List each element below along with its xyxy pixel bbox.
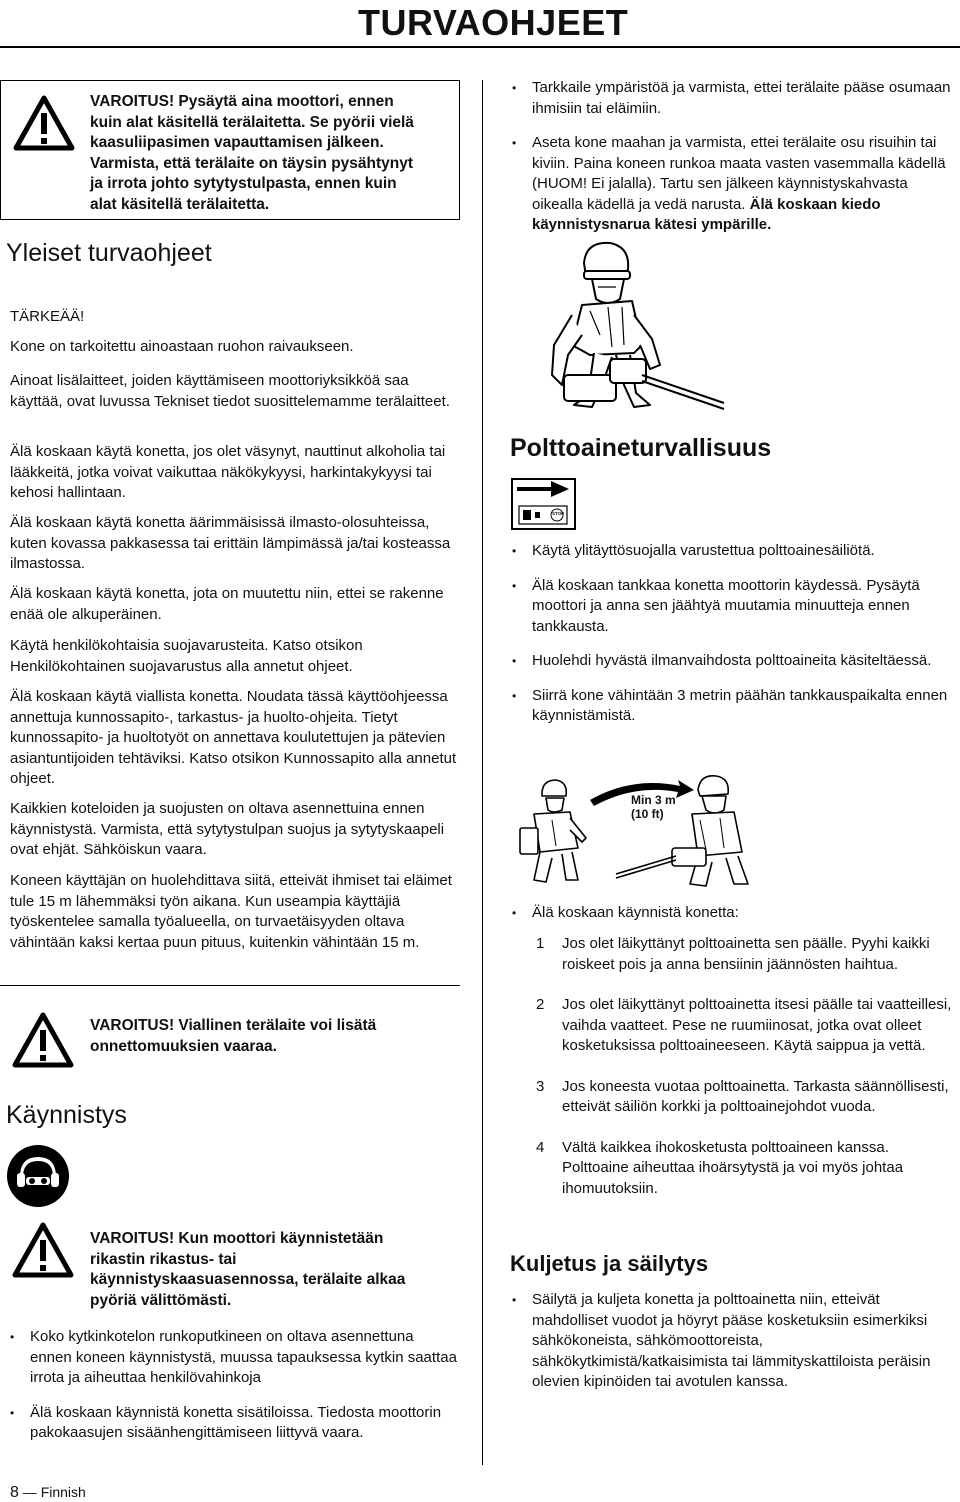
section-heading-transport: Kuljetus ja säilytys bbox=[510, 1251, 709, 1276]
list-item: • Älä koskaan käynnistä konetta: bbox=[510, 903, 956, 924]
list-item-bold-text: Älä koskaan kiedo käynnistysnarua kätesi ympärille. bbox=[532, 195, 881, 233]
list-item-text: Aseta kone maahan ja varmista, ettei terälaite osu risuihin tai kiviin. Paina koneen runkoa maata vasten vasemmalla kädellä (HUOM! Ei jalalla). Tartu sen jälkeen käynnistyskahvasta oikealla kädellä ja vedä narusta. bbox=[532, 134, 946, 213]
warning-line: pyöriä välittömästi. bbox=[90, 1291, 232, 1309]
stop-label: STOP bbox=[552, 511, 565, 516]
list-item: • Käytä ylitäyttösuojalla varustettua polttoainesäiliötä. bbox=[510, 541, 956, 562]
fuel-pump-stop-icon bbox=[511, 478, 576, 530]
list-item bbox=[510, 133, 956, 236]
section-heading-general: Yleiset turvaohjeet bbox=[6, 239, 212, 267]
page-number: 8 bbox=[10, 1484, 19, 1501]
paragraph: Kone on tarkoitettu ainoastaan ruohon raivaukseen. bbox=[10, 338, 354, 355]
distance-label: Min 3 m bbox=[631, 793, 676, 807]
list-item-text: Jos koneesta vuotaa polttoainetta. Tarkasta säännöllisesti, etteivät säiliön korkki ja polttoainejohdot vuoda. bbox=[562, 1077, 949, 1115]
never-start-numbered-list bbox=[536, 934, 956, 1219]
footer-dash: — bbox=[22, 1484, 37, 1500]
important-label: TÄRKEÄÄ! bbox=[10, 308, 85, 325]
page-title: TURVAOHJEET bbox=[358, 2, 629, 43]
list-item: • Älä koskaan käynnistä konetta sisätiloissa. Tiedosta moottorin pakokaasujen sisäänhengittämiseen liittyvä vaara. bbox=[8, 1403, 458, 1444]
warning-line: kaasuliipasimen vapauttamisen jälkeen. bbox=[90, 134, 384, 151]
list-item-text: Jos olet läikyttänyt polttoainetta sen päälle. Pyyhi kaikki roiskeet pois ja anna bensiinin jäännösten haihtua. bbox=[562, 935, 930, 973]
header-rule bbox=[0, 46, 960, 48]
list-item: • Siirrä kone vähintään 3 metrin päähän tankkauspaikalta ennen käynnistämistä. bbox=[510, 686, 956, 727]
list-item: • Säilytä ja kuljeta konetta ja polttoainetta niin, etteivät mahdolliset vuodot ja höyryt pääse kosketuksiin esimerkiksi sähkökoneista, sähkömoottoreista, sähkökytkimistä/katkaisimista tai lämmityskattiloista peräisin olevien kipinöiden tai avotulen kanssa. bbox=[510, 1290, 956, 1393]
warning-triangle-icon bbox=[12, 1222, 74, 1278]
warning-line: VAROITUS! Viallinen terälaite voi lisätä bbox=[90, 1017, 377, 1034]
paragraph: Älä koskaan käytä viallista konetta. Noudata tässä käyttöohjeessa annettuja kunnossapito-, tarkastus- ja huolto-ohjeita. Tietyt kunnossapito- ja huoltotyöt on annettava koulutettujen ja pätevien asiantuntijoiden tehtäviksi. Katso otsikon Kunnossapito alla annetut ohjeet. bbox=[10, 688, 457, 787]
warning-line: Varmista, että terälaite on täysin pysähtynyt bbox=[90, 154, 414, 172]
transport-bullet-list bbox=[510, 1290, 956, 1407]
list-item-text: Jos olet läikyttänyt polttoainetta itsesi päälle tai vaatteillesi, vaihda vaatteet. Pese ne ruumiinosat, jotka ovat olleet kosketuksissa polttoaineeseen. Käytä saippua ja vettä. bbox=[562, 996, 952, 1054]
warning-box-stop-engine bbox=[0, 80, 460, 220]
section-heading-fuel: Polttoaineturvallisuus bbox=[510, 434, 772, 462]
warning-line: rikastin rikastus- tai bbox=[90, 1250, 237, 1268]
operator-starting-illustration bbox=[512, 235, 727, 420]
warning-triangle-icon bbox=[12, 1012, 74, 1068]
list-number: 2 bbox=[536, 996, 545, 1013]
list-item bbox=[536, 1138, 956, 1200]
refuel-distance-illustration bbox=[512, 768, 762, 888]
section-rule bbox=[0, 985, 460, 986]
list-item: • Älä koskaan tankkaa konetta moottorin käydessä. Pysäytä moottori ja anna sen jäähtyä muutamia minuutteja ennen tankkausta. bbox=[510, 576, 956, 638]
protective-equipment-icon bbox=[5, 1143, 71, 1209]
list-item bbox=[536, 1077, 956, 1118]
list-item bbox=[536, 934, 956, 975]
paragraph: Älä koskaan käytä konetta äärimmäisissä ilmasto-olosuhteissa, kuten kovassa pakkasessa tai erittäin lämpimässä ja/tai kosteassa ilmastossa. bbox=[10, 514, 451, 572]
paragraph: Käytä henkilökohtaisia suojavarusteita. Katso otsikon Henkilökohtainen suojavarustus alla annetut ohjeet. bbox=[10, 637, 363, 675]
list-item: • Huolehdi hyvästä ilmanvaihdosta polttoaineita käsiteltäessä. bbox=[510, 651, 956, 672]
paragraph: Ainoat lisälaitteet, joiden käyttämiseen moottoriyksikköä saa käyttää, ovat luvussa Tekniset tiedot suosittelemamme terälaitteet. bbox=[10, 372, 450, 410]
list-item: • Tarkkaile ympäristöä ja varmista, ettei terälaite pääse osumaan ihmisiin tai eläimiin. bbox=[510, 78, 956, 119]
warning-triangle-icon bbox=[13, 95, 75, 151]
warning-line: VAROITUS! Kun moottori käynnistetään bbox=[90, 1230, 384, 1247]
paragraph: Älä koskaan käytä konetta, jos olet väsynyt, nauttinut alkoholia tai lääkkeitä, jotka voivat vaikuttaa näkökykyysi, harkintakykyysi tai kehosi hallintaan. bbox=[10, 443, 446, 501]
list-number: 1 bbox=[536, 935, 545, 952]
list-item: • Koko kytkinkotelon runkoputkineen on oltava asennettuna ennen koneen käynnistystä, muussa tapauksessa kytkin saattaa irrota ja aiheuttaa henkilövahinkoja bbox=[8, 1327, 458, 1389]
paragraph: Kaikkien koteloiden ja suojusten on oltava asennettuina ennen käynnistystä. Varmista, että sytytystulpan suojus ja sytytyskaapeli ovat ehjät. Sähköiskun vaara. bbox=[10, 800, 445, 858]
warning-line: kuin alat käsitellä terälaitetta. Se pyörii vielä bbox=[90, 113, 414, 131]
warning-line: ja irrota johto sytytystulpasta, ennen kuin bbox=[90, 175, 397, 192]
section-heading-start: Käynnistys bbox=[6, 1101, 127, 1129]
column-divider bbox=[482, 80, 483, 1465]
list-item-text: Vältä kaikkea ihokosketusta polttoaineen kanssa. Polttoaine aiheuttaa ihoärsytystä ja voi myös johtaa ihomuutoksiin. bbox=[562, 1138, 904, 1197]
warning-line: alat käsitellä terälaitetta. bbox=[90, 195, 270, 213]
warning-line: käynnistyskaasuasennossa, terälaite alkaa bbox=[90, 1271, 406, 1288]
list-item bbox=[536, 995, 956, 1057]
warning-line: VAROITUS! Pysäytä aina moottori, ennen bbox=[90, 93, 394, 110]
paragraph: Älä koskaan käytä konetta, jota on muutettu niin, ettei se rakenne enää ole alkuperäinen. bbox=[10, 585, 444, 623]
paragraph: Koneen käyttäjän on huolehdittava siitä, etteivät ihmiset tai eläimet tule 15 m lähemmäksi työn aikana. Kun useampia käyttäjiä työskentelee samalla työalueella, on turvaetäisyyden oltava vähintään kaksi kertaa puun pituus, kuitenkin vähintään 15 m. bbox=[10, 872, 452, 951]
list-number: 4 bbox=[536, 1138, 545, 1156]
right-top-bullet-list bbox=[510, 78, 956, 250]
list-number: 3 bbox=[536, 1077, 545, 1095]
warning-line: onnettomuuksien vaaraa. bbox=[90, 1037, 277, 1055]
distance-label: (10 ft) bbox=[631, 807, 664, 821]
fuel-bullet-list bbox=[510, 541, 956, 741]
never-start-list bbox=[510, 903, 956, 938]
page-footer bbox=[10, 1484, 86, 1502]
start-bullet-list bbox=[8, 1327, 458, 1458]
footer-language: Finnish bbox=[40, 1484, 86, 1500]
